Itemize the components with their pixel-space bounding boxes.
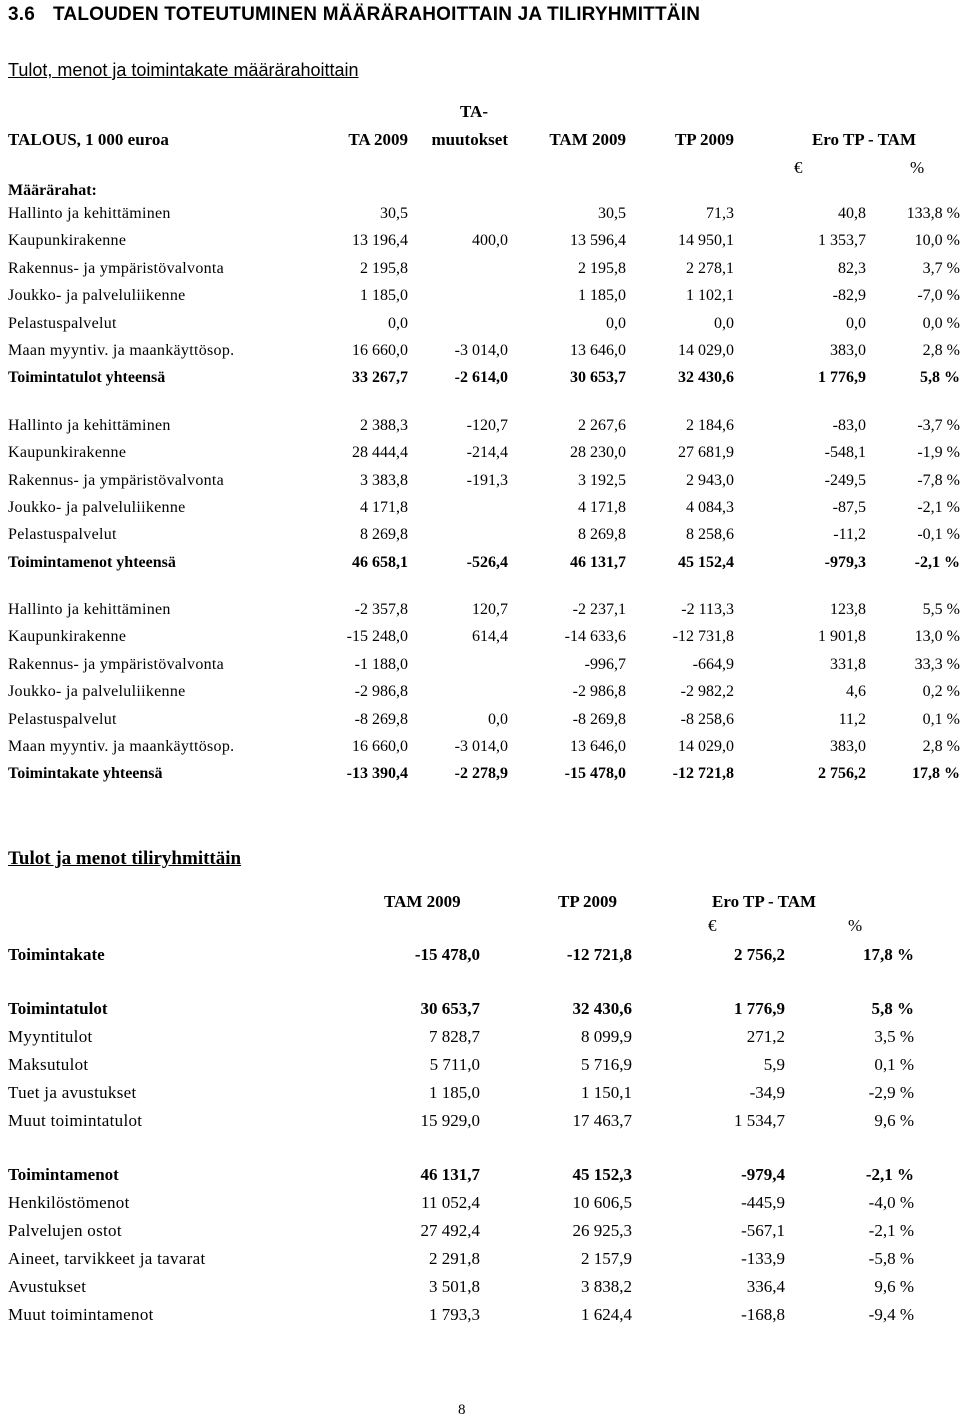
header-tam2009: TAM 2009 (384, 892, 461, 911)
table-row: Rakennus- ja ympäristövalvonta 3 383,8 -191,3 3 192,5 2 943,0 -249,5 -7,8 % (8, 471, 960, 489)
group-label-maararahat: Määrärahat: (8, 182, 97, 199)
table-row: Tuet ja avustukset 1 185,0 1 150,1 -34,9 -2,9 % (8, 1083, 914, 1102)
section-number: 3.6 (8, 4, 36, 25)
total-row-toimintamenot: Toimintamenot yhteensä 46 658,1 -526,4 46 131,7 45 152,4 -979,3 -2,1 % (8, 553, 960, 571)
table-row: Palvelujen ostot 27 492,4 26 925,3 -567,1 -2,1 % (8, 1221, 914, 1240)
table2-subtitle: Tulot ja menot tiliryhmittäin (8, 848, 242, 869)
table1-subtitle: Tulot, menot ja toimintakate määrärahoittain (8, 60, 359, 80)
header-tp2009: TP 2009 (558, 892, 618, 911)
total-row-toimintatulot: Toimintatulot yhteensä 33 267,7 -2 614,0 30 653,7 32 430,6 1 776,9 5,8 % (8, 369, 960, 387)
section-heading (8, 4, 700, 26)
table-row: Kaupunkirakenne 13 196,4 400,0 13 596,4 14 950,1 1 353,7 10,0 % (8, 232, 960, 250)
unit-eur: € (708, 916, 717, 935)
appropriations-table (8, 100, 960, 790)
table-row: Rakennus- ja ympäristövalvonta -1 188,0 -996,7 -664,9 331,8 33,3 % (8, 655, 960, 673)
table-row: Hallinto ja kehittäminen 2 388,3 -120,7 2 267,6 2 184,6 -83,0 -3,7 % (8, 416, 960, 434)
table-row: Avustukset 3 501,8 3 838,2 336,4 9,6 % (8, 1277, 914, 1296)
unit-pct: % (910, 158, 925, 177)
table-row: Myyntitulot 7 828,7 8 099,9 271,2 3,5 % (8, 1027, 914, 1046)
header-tp2009: TP 2009 (674, 130, 734, 149)
header-ero: Ero TP - TAM (811, 130, 916, 149)
header-talous: TALOUS, 1 000 euroa (8, 130, 169, 149)
header-tam2009: TAM 2009 (549, 130, 626, 149)
table2-header (8, 890, 918, 916)
row-toimintamenot: Toimintamenot 46 131,7 45 152,3 -979,4 -2,1 % (8, 1165, 914, 1184)
header-ta-muutokset-line2: muutokset (431, 130, 508, 149)
table-row: Maan myyntiv. ja maankäyttösop. 16 660,0 -3 014,0 13 646,0 14 029,0 383,0 2,8 % (8, 738, 960, 756)
table-row: Maan myyntiv. ja maankäyttösop. 16 660,0 -3 014,0 13 646,0 14 029,0 383,0 2,8 % (8, 341, 960, 359)
table-row: Joukko- ja palveluliikenne 1 185,0 1 185,0 1 102,1 -82,9 -7,0 % (8, 287, 960, 305)
table-row: Muut toimintamenot 1 793,3 1 624,4 -168,8 -9,4 % (8, 1305, 914, 1324)
table-row: Pelastuspalvelut -8 269,8 0,0 -8 269,8 -8 258,6 11,2 0,1 % (8, 710, 960, 728)
table-row: Aineet, tarvikkeet ja tavarat 2 291,8 2 157,9 -133,9 -5,8 % (8, 1249, 914, 1268)
header-ta-muutokset-line1: TA- (459, 102, 488, 121)
table-row: Joukko- ja palveluliikenne -2 986,8 -2 986,8 -2 982,2 4,6 0,2 % (8, 683, 960, 701)
table-row: Pelastuspalvelut 0,0 0,0 0,0 0,0 0,0 % (8, 314, 960, 332)
table1-header (8, 100, 960, 158)
table-row: Joukko- ja palveluliikenne 4 171,8 4 171,8 4 084,3 -87,5 -2,1 % (8, 498, 960, 516)
table-row: Kaupunkirakenne 28 444,4 -214,4 28 230,0 27 681,9 -548,1 -1,9 % (8, 444, 960, 462)
table-row: Muut toimintatulot 15 929,0 17 463,7 1 534,7 9,6 % (8, 1111, 914, 1130)
table-row: Hallinto ja kehittäminen -2 357,8 120,7 -2 237,1 -2 113,3 123,8 5,5 % (8, 601, 960, 619)
table2-units (8, 916, 918, 942)
table-row: Maksutulot 5 711,0 5 716,9 5,9 0,1 % (8, 1055, 914, 1074)
table1-units (8, 158, 960, 180)
row-toimintakate: Toimintakate -15 478,0 -12 721,8 2 756,2 17,8 % (8, 945, 914, 964)
total-row-toimintakate: Toimintakate yhteensä -13 390,4 -2 278,9 -15 478,0 -12 721,8 2 756,2 17,8 % (8, 765, 960, 783)
row-toimintatulot: Toimintatulot 30 653,7 32 430,6 1 776,9 5,8 % (8, 999, 914, 1018)
unit-pct: % (848, 916, 863, 935)
table-row: Rakennus- ja ympäristövalvonta 2 195,8 2 195,8 2 278,1 82,3 3,7 % (8, 259, 960, 277)
table-row: Pelastuspalvelut 8 269,8 8 269,8 8 258,6 -11,2 -0,1 % (8, 526, 960, 544)
header-ero: Ero TP - TAM (712, 892, 817, 911)
unit-eur: € (794, 158, 803, 177)
table-row: Hallinto ja kehittäminen 30,5 30,5 71,3 40,8 133,8 % (8, 205, 960, 222)
table-row: Kaupunkirakenne -15 248,0 614,4 -14 633,6 -12 731,8 1 901,8 13,0 % (8, 628, 960, 646)
header-ta2009: TA 2009 (348, 130, 408, 149)
account-groups-table (8, 890, 918, 1330)
page-number: 8 (458, 1402, 466, 1418)
section-title: TALOUDEN TOTEUTUMINEN MÄÄRÄRAHOITTAIN JA TILIRYHMITTÄIN (53, 4, 701, 25)
table-row: Henkilöstömenot 11 052,4 10 606,5 -445,9 -4,0 % (8, 1193, 914, 1212)
